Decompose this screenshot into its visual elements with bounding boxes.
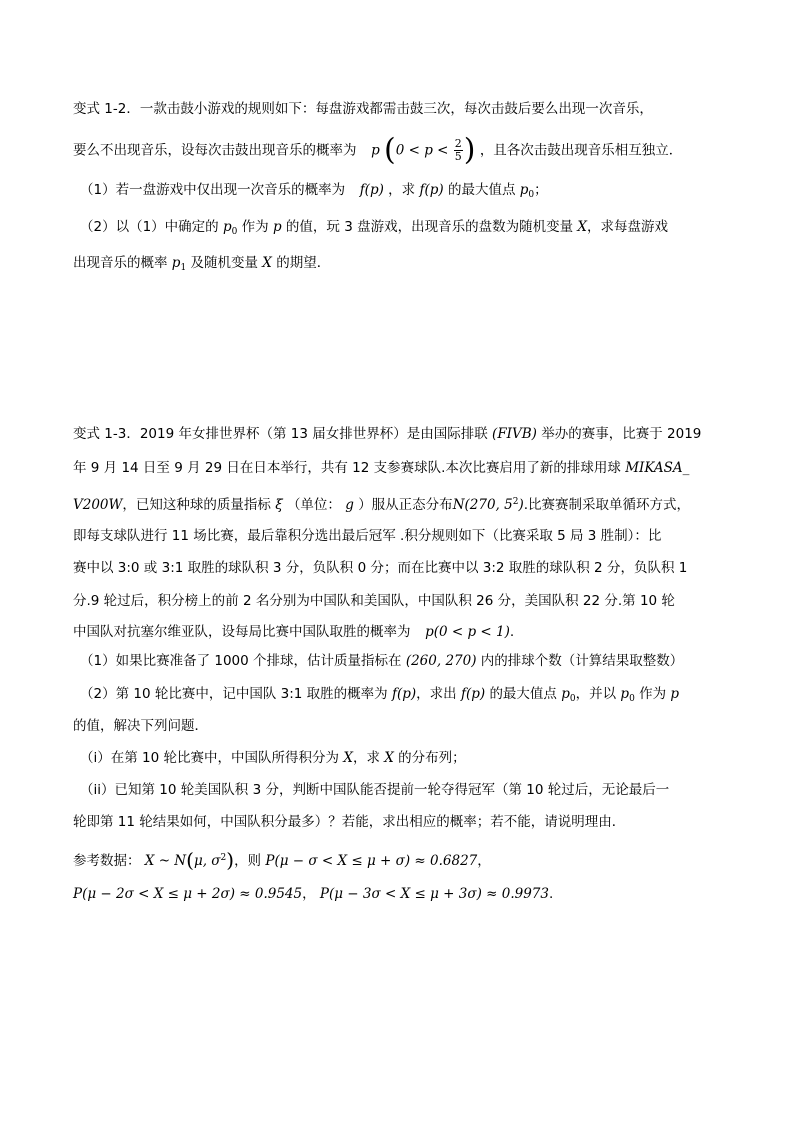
math-p0: p xyxy=(222,219,232,235)
problem2-question1: （1）如果比赛准备了 1000 个排球，估计质量指标在 (260, 270) 内的排球个数（计算结果取整数） xyxy=(80,653,684,669)
reference-data-line1: 参考数据： X ~ N(μ, $\sigma^2$)，则 P(μ − σ < X ≤ μ + σ) ≈ 0.6827， xyxy=(73,848,491,872)
problem2-subquestion-i: （i）在第 10 轮比赛中，中国队所得积分为 X，求 X 的分布列； xyxy=(80,750,466,766)
fraction-two-fifths: $\frac{2}{5}$ xyxy=(454,137,462,163)
math-inequality: 0 < p < xyxy=(395,142,449,159)
math-p0: p xyxy=(519,182,529,198)
reference-prob-1sigma: P(μ − σ < X ≤ μ + σ) ≈ 0.6827 xyxy=(265,853,478,869)
problem2-line5: 赛中以 3:0 或 3:1 取胜的球队积 3 分，负队积 0 分；而在比赛中以 3:2 取胜的球队积 2 分，负队积 1 xyxy=(73,560,688,576)
problem1-question2-cont: 出现音乐的概率 $p_1$ 及随机变量 X 的期望． xyxy=(73,255,331,273)
problem2-line4: 即每支球队进行 11 场比赛，最后靠积分选出最后冠军 .积分规则如下（比赛采取 5 局 3 胜制）：比 xyxy=(73,528,662,544)
problem2-line6: 分.9 轮过后，积分榜上的前 2 名分别为中国队和美国队，中国队积 26 分，美国队积 22 分.第 10 轮 xyxy=(73,593,675,609)
problem2-line3: V200W，已知这种球的质量指标 ξ （单位： g ）服从正态分布N(270, $5^2$).比赛赛制采取单循环方式， xyxy=(73,497,691,513)
math-p: p xyxy=(371,142,380,159)
reference-label: 参考数据： xyxy=(73,853,141,869)
reference-prob-2sigma: P(μ − 2σ < X ≤ μ + 2σ) ≈ 0.9545 xyxy=(73,886,303,902)
math-fp: f(p) xyxy=(359,182,384,198)
problem2-subquestion-ii: （ii）已知第 10 轮美国队积 3 分，判断中国队能否提前一轮夺得冠军（第 10 轮过后，无论最后一 xyxy=(80,782,670,798)
problem1-line1 xyxy=(73,99,653,119)
math-fivb: (FIVB) xyxy=(492,426,537,442)
math-fp: f(p) xyxy=(419,182,444,198)
reference-data-line2: P(μ − 2σ < X ≤ μ + 2σ) ≈ 0.9545， P(μ − 3σ < X ≤ μ + 3σ) ≈ 0.9973. xyxy=(73,886,554,902)
problem1-text: ，且各次击鼓出现音乐相互独立． xyxy=(479,142,683,159)
problem2-line7: 中国队对抗塞尔维亚队，设每局比赛中国队取胜的概率为 p(0 < p < 1). xyxy=(73,624,515,640)
problem2-question2-cont: 的值，解决下列问题． xyxy=(73,718,208,734)
problem1-line2: 要么不出现音乐，设每次击鼓出现音乐的概率为 p (0 < p < $\frac{2}{5}$ ) ，且各次击鼓出现音乐相互独立． xyxy=(73,132,683,168)
problem2-line2: 年 9 月 14 日至 9 月 29 日在日本举行，共有 12 支参赛球队.本次比赛启用了新的排球用球 MIKASA_ xyxy=(73,460,690,476)
problem1-question2: （2）以（1）中确定的 $p_0$ 作为 p 的值，玩 3 盘游戏，出现音乐的盘数为随机变量 X，求每盘游戏 xyxy=(80,219,669,237)
problem1-text: 变式 1-2．一款击鼓小游戏的规则如下：每盘游戏都需击鼓三次，每次击鼓后要么出现一次音乐， xyxy=(73,101,653,117)
problem2-question2: （2）第 10 轮比赛中，记中国队 3:1 取胜的概率为 f(p)，求出 f(p) 的最大值点 $p_0$，并以 $p_0$ 作为 p xyxy=(80,686,680,704)
reference-prob-3sigma: P(μ − 3σ < X ≤ μ + 3σ) ≈ 0.9973 xyxy=(319,886,549,902)
problem1-question1: （1）若一盘游戏中仅出现一次音乐的概率为 f(p) ，求 f(p) 的最大值点 $p_0$； xyxy=(80,182,548,200)
problem2-subquestion-ii-cont: 轮即第 11 轮结果如何，中国队积分最多）？若能，求出相应的概率；若不能，请说明理由． xyxy=(73,814,626,830)
problem2-line1: 变式 1-3．2019 年女排世界杯（第 13 届女排世界杯）是由国际排联 (FIVB) 举办的赛事，比赛于 2019 xyxy=(73,426,702,442)
problem1-text: 要么不出现音乐，设每次击鼓出现音乐的概率为 xyxy=(73,142,357,159)
